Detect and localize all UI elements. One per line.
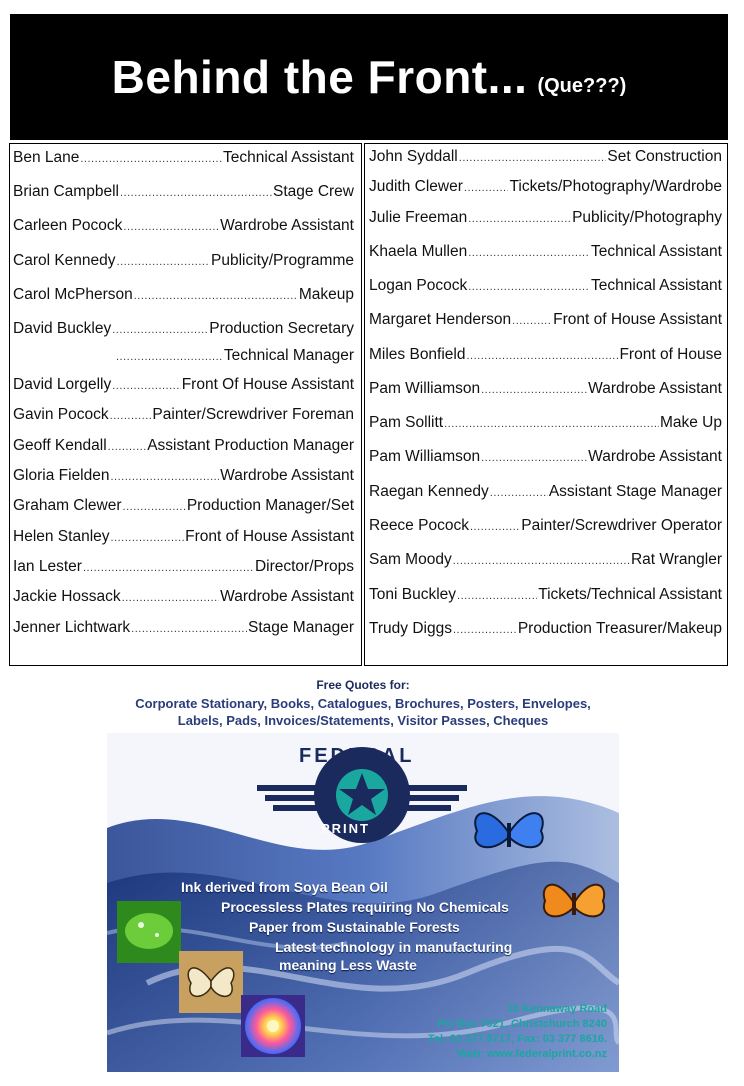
credit-role: Painter/Screwdriver Foreman [152,406,354,423]
ad-feature-line: meaning Less Waste [279,957,417,973]
ad-quotes-title: Free Quotes for: [316,678,410,692]
credit-name: Brian Campbell [13,183,119,200]
credit-role: Technical Manager [223,347,354,364]
credit-row [369,586,722,604]
credit-name: Judith Clewer [369,178,463,195]
credit-name: Margaret Henderson [369,311,512,328]
credit-name: Carol Kennedy [13,252,116,269]
credit-row [13,252,354,270]
credit-name: Toni Buckley [369,586,457,603]
credit-name: Jackie Hossack [13,588,121,605]
credits-column-right [364,143,728,666]
credit-role: Wardrobe Assistant [588,448,722,465]
logo-text-top: FEDERAL [299,745,415,767]
credit-role: Assistant Production Manager [147,437,354,454]
credit-role: Front of House [619,346,722,363]
credit-name: Sam Moody [369,551,452,568]
credit-role: Rat Wrangler [630,551,722,568]
credit-name: Raegan Kennedy [369,483,489,500]
credit-role: Director/Props [254,558,354,575]
credit-role: Front of House Assistant [185,528,354,545]
credit-role: Tickets/Technical Assistant [538,586,722,603]
credit-row [369,346,722,364]
credit-name: Trudy Diggs [369,620,452,637]
ad-feature-line: Paper from Sustainable Forests [249,919,460,935]
credit-name: Pam Williamson [369,380,481,397]
credit-role: Production Manager/Set [186,497,354,514]
credit-name: Reece Pocock [369,517,469,534]
orange-butterfly-icon [539,873,609,933]
ad-feature-line: Processless Plates requiring No Chemicals [221,899,509,915]
credit-row [13,558,354,576]
credit-row [13,376,354,394]
credit-name: Jenner Lichtwark [13,619,131,636]
credit-name: John Syddall [369,148,458,165]
credit-name: Carleen Pocock [13,217,123,234]
page-title: Behind the Front... [111,51,528,103]
credit-role: Front of House Assistant [553,311,722,328]
credit-row [13,217,354,235]
credit-name: Carol McPherson [13,286,133,303]
credit-row [13,467,354,485]
credit-role: Stage Manager [248,619,354,636]
credit-row [369,551,722,569]
credit-row [13,437,354,455]
credit-row [369,209,722,227]
credit-role: Production Secretary [209,320,354,337]
credit-role: Make Up [659,414,722,431]
credit-role: Front Of House Assistant [181,376,354,393]
ad-address-line: PO Box 7521, Christchurch 8240 [437,1018,607,1030]
credit-role: Stage Crew [273,183,354,200]
credit-row [369,311,722,329]
credit-role: Set Construction [607,148,722,165]
credit-role: Production Treasurer/Makeup [517,620,722,637]
credit-name: Pam Williamson [369,448,481,465]
credit-row [13,528,354,546]
credit-row [369,148,722,166]
credit-role: Wardrobe Assistant [220,467,354,484]
credit-row [369,243,722,261]
credit-role: Painter/Screwdriver Operator [521,517,722,534]
credit-role: Makeup [298,286,354,303]
credit-row [13,497,354,515]
ad-feature-line: Ink derived from Soya Bean Oil [181,879,388,895]
credit-role: Technical Assistant [591,243,722,260]
credit-role: Technical Assistant [591,277,722,294]
credit-name: Pam Sollitt [369,414,444,431]
credit-row [13,619,354,637]
green-leaf-photo [117,901,181,963]
credit-name: Miles Bonfield [369,346,466,363]
credit-name: Helen Stanley [13,528,110,545]
logo-text-bottom: PRINT [321,821,370,836]
credit-name: Logan Pocock [369,277,468,294]
credit-name: David Lorgelly [13,376,112,393]
credit-row [13,406,354,424]
credit-role: Wardrobe Assistant [588,380,722,397]
credit-row [369,620,722,638]
credit-row [369,483,722,501]
page-subtitle: (Que???) [537,74,627,97]
credit-role: Tickets/Photography/Wardrobe [509,178,722,195]
credit-row [115,347,354,365]
credit-role: Technical Assistant [223,149,354,166]
credit-row [13,183,354,201]
ad-web-line: Web: www.federalprint.co.nz [457,1048,607,1060]
credit-role: Assistant Stage Manager [548,483,722,500]
credit-name: Geoff Kendall [13,437,107,454]
credit-row [13,320,354,338]
credits-column-left [9,143,362,666]
credit-name: Graham Clewer [13,497,122,514]
credit-name: Khaela Mullen [369,243,468,260]
credit-name: Julie Freeman [369,209,468,226]
credit-role: Publicity/Programme [211,252,354,269]
ad-quotes-line: Corporate Stationary, Books, Catalogues, Brochures, Posters, Envelopes, [135,696,591,711]
federal-print-advertisement [107,676,619,1072]
butterfly-photo [179,951,243,1013]
credit-row [369,414,722,432]
credit-row [369,517,722,535]
page-header [10,14,728,140]
credit-role: Wardrobe Assistant [220,588,354,605]
credit-name: Gavin Pocock [13,406,109,423]
ad-phone-line: Tel: 03 377 8717, Fax: 03 377 8616. [428,1033,607,1045]
credit-row [369,448,722,466]
flower-photo [241,995,305,1057]
credit-row [369,178,722,196]
credit-role: Wardrobe Assistant [220,217,354,234]
credit-row [13,149,354,167]
credit-row [13,588,354,606]
credit-row [369,380,722,398]
ad-feature-line: Latest technology in manufacturing [275,939,513,955]
credit-name: Gloria Fielden [13,467,110,484]
credit-row [13,286,354,304]
credit-role: Publicity/Photography [572,209,722,226]
blue-butterfly-icon [469,803,549,863]
credit-name: Ian Lester [13,558,82,575]
credit-name: Ben Lane [13,149,80,166]
ad-quotes-line: Labels, Pads, Invoices/Statements, Visitor Passes, Cheques [177,713,549,728]
ad-artwork-panel [107,733,619,1072]
ad-address-line: 18 Kennaway Road [506,1003,607,1015]
credit-row [369,277,722,295]
credit-name: David Buckley [13,320,112,337]
